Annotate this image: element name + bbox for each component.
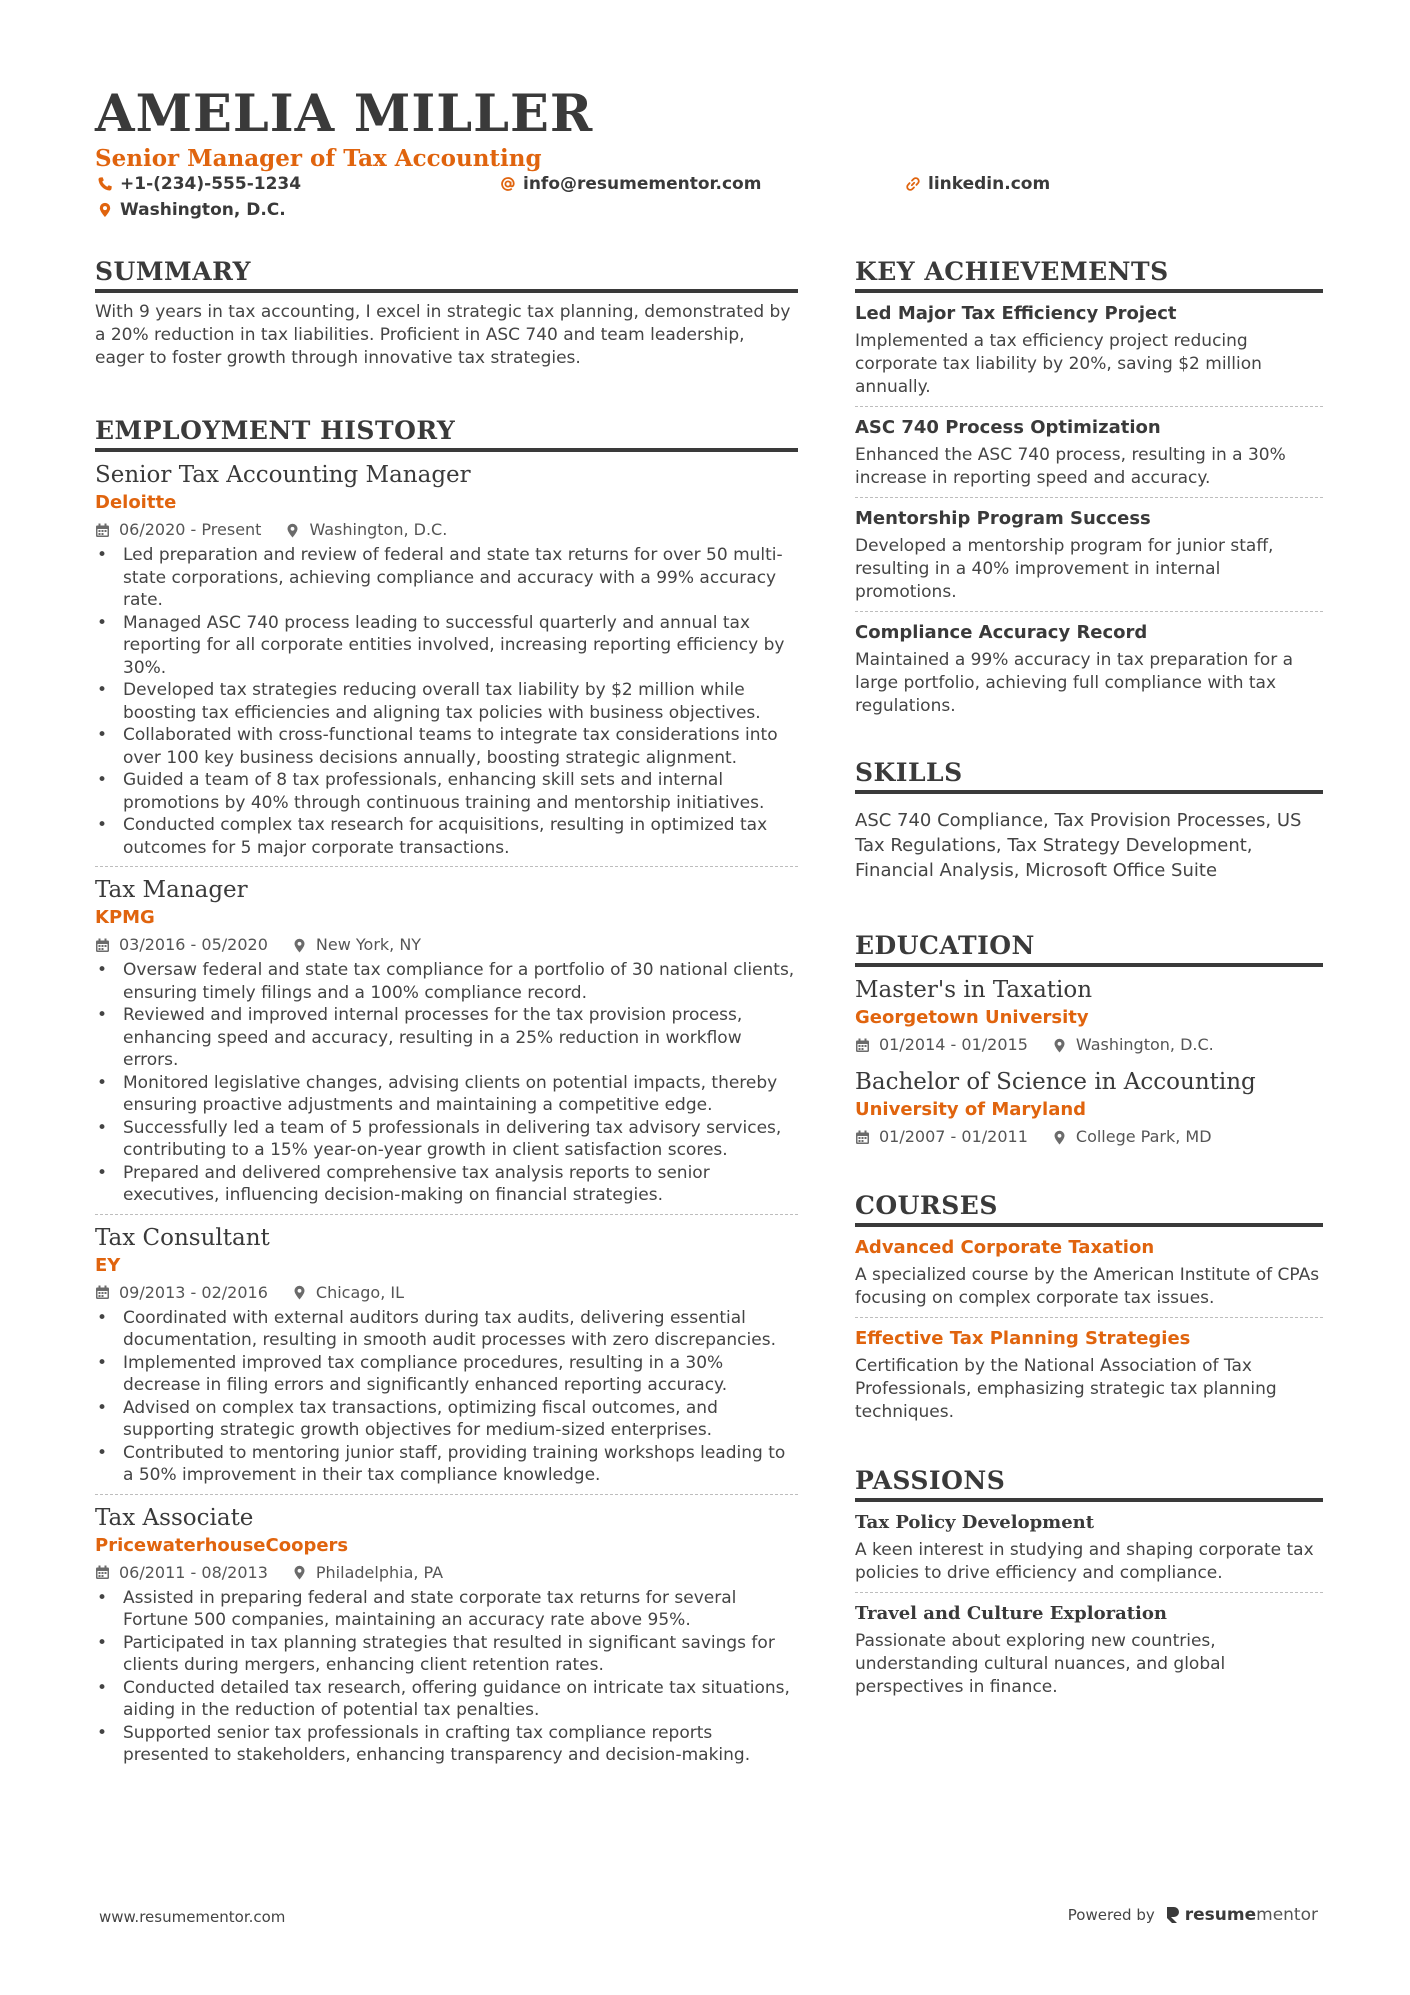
bullet-item: • Participated in tax planning strategies that resulted in significant savings for clients during mergers, enhancing client retention rates.	[95, 1632, 798, 1677]
date-range: 01/2007 - 01/2011	[879, 1127, 1028, 1146]
achievement-text: Implemented a tax efficiency project reducing corporate tax liability by 20%, saving $2 million annually.	[855, 331, 1262, 397]
meta-row	[95, 1281, 798, 1305]
job-title: Senior Tax Accounting Manager	[95, 462, 471, 488]
summary-section	[95, 255, 798, 370]
bullet-item: • Implemented improved tax compliance procedures, resulting in a 30% decrease in filing errors and significantly enhanced reporting accuracy.	[95, 1352, 798, 1397]
meta-row	[95, 1561, 798, 1585]
school-name: Georgetown University	[855, 1007, 1089, 1028]
achievement-text: Developed a mentorship program for junior staff, resulting in a 40% improvement in internal promotions.	[855, 536, 1274, 602]
achievement-text: Maintained a 99% accuracy in tax preparation for a large portfolio, achieving full compliance with tax regulations.	[855, 650, 1294, 716]
left-column	[95, 255, 798, 1767]
candidate-role: Senior Manager of Tax Accounting	[95, 145, 542, 172]
location-pin-icon	[1052, 1038, 1067, 1053]
achievements-heading: KEY ACHIEVEMENTS	[855, 255, 1323, 293]
passion-item	[855, 1601, 1323, 1699]
bullet-item: • Successfully led a team of 5 professionals in delivering tax advisory services, contributing to a 15% year-on-year growth in client satisfaction scores.	[95, 1117, 798, 1162]
bullet-list	[95, 544, 798, 859]
calendar-icon	[95, 1285, 110, 1300]
location-pin-icon	[292, 938, 307, 953]
summary-text: With 9 years in tax accounting, I excel in strategic tax planning, demonstrated by a 20% reduction in tax liabilities. Proficient in ASC 740 and team leadership, eager to foster growth through innovative tax strategies.	[95, 302, 791, 368]
brand-name-bold: resume	[1184, 1905, 1257, 1925]
achievement-item	[855, 620, 1323, 718]
contact-email[interactable]	[500, 174, 761, 194]
achievement-title: Mentorship Program Success	[855, 508, 1151, 529]
location-text: Philadelphia, PA	[315, 1562, 444, 1582]
bullet-item: • Conducted detailed tax research, offering guidance on intricate tax situations, aiding in the reduction of potential tax penalties.	[95, 1677, 798, 1722]
location-text: Washington, D.C.	[309, 520, 448, 539]
bullet-list	[95, 1587, 798, 1767]
course-text: A specialized course by the American Institute of CPAs focusing on complex corporate tax issues.	[855, 1265, 1320, 1308]
summary-heading: SUMMARY	[95, 255, 798, 293]
bullet-item: • Developed tax strategies reducing overall tax liability by $2 million while boosting tax efficiencies and aligning tax policies with business objectives.	[95, 679, 798, 724]
bullet-item: • Supported senior tax professionals in crafting tax compliance reports presented to stakeholders, enhancing transparency and decision-making.	[95, 1722, 798, 1767]
course-title: Effective Tax Planning Strategies	[855, 1328, 1191, 1349]
achievement-item	[855, 415, 1323, 490]
bullet-item: • Assisted in preparing federal and state corporate tax returns for several Fortune 500 companies, maintaining an accuracy rate above 95%.	[95, 1587, 798, 1632]
bullet-item: • Contributed to mentoring junior staff, providing training workshops leading to a 50% improvement in their tax compliance knowledge.	[95, 1442, 798, 1487]
location-pin-icon	[292, 1285, 307, 1300]
phone-text: +1-(234)-555-1234	[120, 174, 302, 194]
skills-heading: SKILLS	[855, 756, 1323, 794]
course-text: Certification by the National Association of Tax Professionals, emphasizing strategic tax planning techniques.	[855, 1356, 1277, 1422]
email-link[interactable]: info@resumementor.com	[523, 174, 762, 194]
date-range: 06/2011 - 08/2013	[119, 1562, 268, 1582]
resumementor-logo-icon	[1165, 1906, 1180, 1924]
candidate-name: AMELIA MILLER	[95, 84, 594, 144]
location-text: Washington, D.C.	[120, 200, 286, 220]
right-column	[855, 255, 1323, 1699]
passion-text: A keen interest in studying and shaping corporate tax policies to drive efficiency and compliance.	[855, 1540, 1314, 1583]
passion-text: Passionate about exploring new countries, understanding cultural nuances, and global perspectives in finance.	[855, 1631, 1226, 1697]
skills-section	[855, 756, 1323, 883]
bullet-item: • Managed ASC 740 process leading to successful quarterly and annual tax reporting for all corporate entities involved, increasing reporting efficiency by 30%.	[95, 612, 798, 680]
education-item	[855, 1067, 1323, 1149]
job-entry	[95, 460, 798, 859]
powered-by-label: Powered by	[1067, 1906, 1155, 1924]
achievement-item	[855, 301, 1323, 399]
achievement-list	[855, 301, 1323, 718]
contact-phone	[97, 174, 301, 194]
company-name: KPMG	[95, 907, 155, 928]
location-text: New York, NY	[315, 935, 422, 954]
school-name: University of Maryland	[855, 1099, 1087, 1120]
resume-header	[95, 84, 1325, 226]
location-text: Washington, D.C.	[1075, 1035, 1214, 1054]
location-pin-icon	[1052, 1130, 1067, 1145]
passions-heading: PASSIONS	[855, 1464, 1323, 1502]
footer-website[interactable]: www.resumementor.com	[99, 1908, 286, 1926]
link-icon	[905, 176, 921, 192]
course-list	[855, 1235, 1323, 1424]
contact-info	[95, 174, 1325, 226]
location-text: Chicago, IL	[315, 1282, 404, 1302]
divider	[855, 497, 1323, 498]
company-name: EY	[95, 1254, 121, 1276]
job-title: Tax Associate	[95, 1504, 254, 1531]
passion-item	[855, 1510, 1323, 1585]
job-title: Tax Consultant	[95, 1224, 270, 1251]
achievement-item	[855, 506, 1323, 604]
bullet-list	[95, 1307, 798, 1487]
location-text: College Park, MD	[1075, 1127, 1212, 1146]
degree-title: Master's in Taxation	[855, 977, 1093, 1003]
passion-title: Travel and Culture Exploration	[855, 1603, 1167, 1624]
passion-list	[855, 1510, 1323, 1699]
bullet-list	[95, 959, 798, 1207]
job-entry	[95, 1223, 798, 1487]
education-section	[855, 929, 1323, 1149]
job-title: Tax Manager	[95, 877, 248, 903]
brand-logo[interactable]	[1165, 1905, 1318, 1925]
courses-section	[855, 1189, 1323, 1424]
course-title: Advanced Corporate Taxation	[855, 1237, 1155, 1258]
passions-section	[855, 1464, 1323, 1699]
achievement-title: Led Major Tax Efficiency Project	[855, 303, 1177, 324]
date-range: 01/2014 - 01/2015	[879, 1035, 1028, 1054]
divider	[855, 406, 1323, 407]
skills-text: ASC 740 Compliance, Tax Provision Processes, US Tax Regulations, Tax Strategy Development, Financial Analysis, Microsoft Office Suite	[855, 810, 1302, 881]
education-list	[855, 975, 1323, 1149]
meta-row	[95, 518, 798, 542]
bullet-item: • Collaborated with cross-functional teams to integrate tax considerations into over 100 key business decisions annually, boosting strategic alignment.	[95, 724, 798, 769]
meta-row	[855, 1125, 1323, 1149]
calendar-icon	[95, 938, 110, 953]
location-pin-icon	[285, 523, 300, 538]
achievement-title: ASC 740 Process Optimization	[855, 417, 1161, 438]
bullet-item: • Guided a team of 8 tax professionals, enhancing skill sets and internal promotions by 40% through continuous training and mentorship initiatives.	[95, 769, 798, 814]
divider	[855, 1317, 1323, 1318]
job-entry	[95, 875, 798, 1207]
bullet-item: • Conducted complex tax research for acquisitions, resulting in optimized tax outcomes for 5 major corporate transactions.	[95, 814, 798, 859]
contact-location	[97, 200, 286, 220]
location-pin-icon	[292, 1565, 307, 1580]
bullet-item: • Prepared and delivered comprehensive tax analysis reports to senior executives, influencing decision-making on financial strategies.	[95, 1162, 798, 1207]
brand-name-light: mentor	[1256, 1905, 1318, 1925]
calendar-icon	[855, 1130, 870, 1145]
divider	[95, 1494, 798, 1495]
bullet-item: • Led preparation and review of federal and state tax returns for over 50 multi-state corporations, achieving compliance and accuracy with a 99% accuracy rate.	[95, 544, 798, 612]
education-heading: EDUCATION	[855, 929, 1323, 967]
divider	[95, 866, 798, 867]
date-range: 09/2013 - 02/2016	[119, 1282, 268, 1302]
job-list	[95, 460, 798, 1767]
employment-section	[95, 414, 798, 1767]
divider	[855, 611, 1323, 612]
bullet-item: • Reviewed and improved internal processes for the tax provision process, enhancing speed and accuracy, resulting in a 25% reduction in workflow errors.	[95, 1004, 798, 1072]
achievement-title: Compliance Accuracy Record	[855, 622, 1148, 643]
education-item	[855, 975, 1323, 1057]
divider	[95, 1214, 798, 1215]
bullet-item: • Coordinated with external auditors during tax audits, delivering essential documentation, resulting in smooth audit processes with zero discrepancies.	[95, 1307, 798, 1352]
company-name: Deloitte	[95, 492, 177, 513]
achievements-section	[855, 255, 1323, 718]
location-pin-icon	[97, 202, 113, 218]
degree-title: Bachelor of Science in Accounting	[855, 1069, 1256, 1095]
calendar-icon	[95, 1565, 110, 1580]
footer-brand	[1068, 1905, 1318, 1925]
passion-title: Tax Policy Development	[855, 1512, 1095, 1533]
linkedin-link[interactable]: linkedin.com	[928, 174, 1051, 194]
bullet-item: • Advised on complex tax transactions, optimizing fiscal outcomes, and supporting strategic growth objectives for medium-sized enterprises.	[95, 1397, 798, 1442]
phone-icon	[97, 176, 113, 192]
divider	[855, 1592, 1323, 1593]
courses-heading: COURSES	[855, 1189, 1323, 1227]
meta-row	[95, 933, 798, 957]
meta-row	[855, 1033, 1323, 1057]
course-item	[855, 1326, 1323, 1424]
employment-heading: EMPLOYMENT HISTORY	[95, 414, 798, 452]
bullet-item: • Oversaw federal and state tax compliance for a portfolio of 30 national clients, ensuring timely filings and a 100% compliance record.	[95, 959, 798, 1004]
company-name: PricewaterhouseCoopers	[95, 1534, 349, 1556]
bullet-item: • Monitored legislative changes, advising clients on potential impacts, thereby ensuring proactive adjustments and maintaining a competitive edge.	[95, 1072, 798, 1117]
calendar-icon	[855, 1038, 870, 1053]
calendar-icon	[95, 523, 110, 538]
achievement-text: Enhanced the ASC 740 process, resulting in a 30% increase in reporting speed and accuracy.	[855, 445, 1286, 488]
date-range: 06/2020 - Present	[119, 520, 262, 539]
course-item	[855, 1235, 1323, 1310]
contact-linkedin[interactable]	[905, 174, 1050, 194]
at-icon	[500, 176, 516, 192]
date-range: 03/2016 - 05/2020	[119, 935, 268, 954]
job-entry	[95, 1503, 798, 1767]
